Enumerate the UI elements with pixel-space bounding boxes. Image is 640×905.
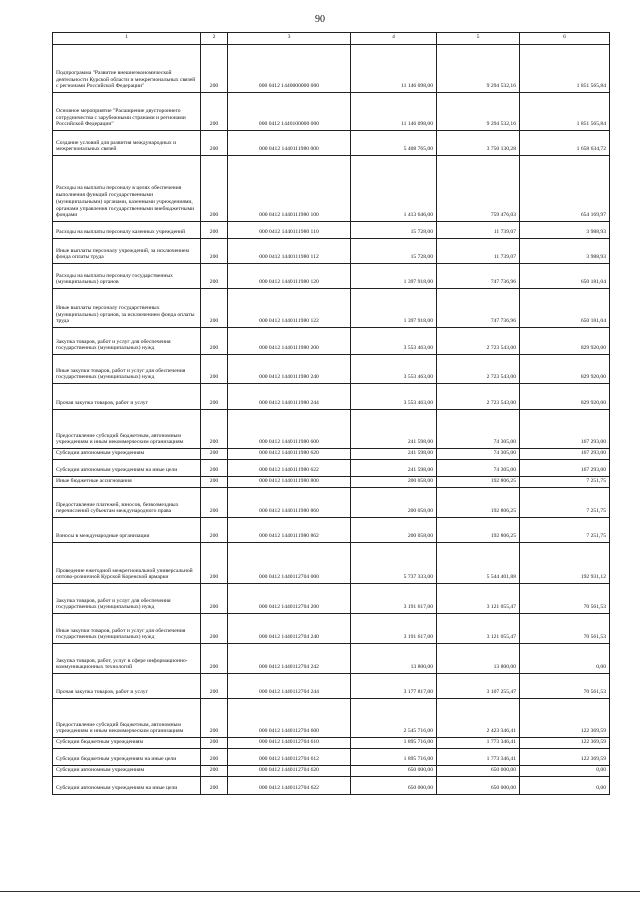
row-remaining-cell: 1 851 565,84 [520, 93, 610, 131]
row-approved-cell: 3 191 617,00 [351, 614, 437, 644]
row-name-cell: Предоставление субсидий бюджетным, автономным учреждениям и иным некоммерческим организациям [53, 410, 201, 449]
row-code-cell: 200 [201, 384, 228, 410]
row-approved-cell: 13 800,00 [351, 644, 437, 674]
table-row [53, 488, 610, 518]
row-kbk-cell: 000 0412 1440111980 000 [228, 131, 351, 156]
row-approved-cell: 2 545 716,00 [351, 699, 437, 738]
row-remaining-cell: 167 293,00 [520, 410, 610, 449]
row-name-cell: Закупка товаров, работ, услуг в сфере информационно-коммуникационных технологий [53, 644, 201, 674]
row-name-cell: Иные бюджетные ассигнования [53, 477, 201, 488]
row-remaining-cell: 1 658 634,72 [520, 131, 610, 156]
row-remaining-cell: 0,00 [520, 777, 610, 795]
table-row [53, 156, 610, 222]
row-kbk-cell: 000 0412 1440112704 200 [228, 584, 351, 614]
row-remaining-cell: 3 988,93 [520, 239, 610, 264]
budget-table [52, 32, 610, 795]
row-kbk-cell: 000 0412 1440100000 000 [228, 93, 351, 131]
row-executed-cell: 74 305,00 [437, 460, 520, 477]
row-name-cell: Расходы на выплаты персоналу казенных учреждений [53, 222, 201, 239]
table-row [53, 477, 610, 488]
row-code-cell: 200 [201, 518, 228, 543]
row-name-cell: Предоставление платежей, взносов, безвозмездных перечислений субъектам международного права [53, 488, 201, 518]
row-remaining-cell: 0,00 [520, 766, 610, 777]
table-row [53, 543, 610, 584]
column-header: 1 [53, 33, 201, 45]
row-code-cell: 200 [201, 93, 228, 131]
page-number: 90 [315, 14, 325, 25]
column-header: 5 [437, 33, 520, 45]
row-name-cell: Основное мероприятие "Расширение двустороннего сотрудничества с зарубежными странами и регионами Российской Федерации" [53, 93, 201, 131]
row-executed-cell: 74 305,00 [437, 449, 520, 460]
row-approved-cell: 5 737 333,00 [351, 543, 437, 584]
row-kbk-cell: 000 0412 1440111980 122 [228, 289, 351, 328]
row-executed-cell: 11 739,07 [437, 239, 520, 264]
row-code-cell: 200 [201, 477, 228, 488]
column-header: 4 [351, 33, 437, 45]
row-kbk-cell: 000 0412 1440111980 860 [228, 488, 351, 518]
row-kbk-cell: 000 0412 1440111980 800 [228, 477, 351, 488]
row-approved-cell: 3 553 463,00 [351, 384, 437, 410]
row-code-cell: 200 [201, 738, 228, 749]
table-row [53, 644, 610, 674]
row-code-cell: 200 [201, 131, 228, 156]
row-kbk-cell: 000 0412 1440112704 622 [228, 777, 351, 795]
table-row [53, 355, 610, 384]
row-kbk-cell: 000 0412 1440111980 100 [228, 156, 351, 222]
row-code-cell: 200 [201, 410, 228, 449]
row-name-cell: Субсидии автономным учреждениям на иные цели [53, 460, 201, 477]
table-row [53, 518, 610, 543]
row-code-cell: 200 [201, 488, 228, 518]
row-name-cell: Расходы на выплаты персоналу государственных (муниципальных) органов [53, 264, 201, 289]
table-row [53, 384, 610, 410]
row-executed-cell: 747 736,96 [437, 264, 520, 289]
row-executed-cell: 2 723 543,00 [437, 384, 520, 410]
row-kbk-cell: 000 0412 1440111980 240 [228, 355, 351, 384]
table-row [53, 749, 610, 766]
row-remaining-cell: 122 369,59 [520, 738, 610, 749]
row-executed-cell: 747 736,96 [437, 289, 520, 328]
row-executed-cell: 1 773 346,41 [437, 749, 520, 766]
row-code-cell: 200 [201, 156, 228, 222]
row-kbk-cell: 000 0412 1440112704 240 [228, 614, 351, 644]
row-kbk-cell: 000 0412 1440112704 000 [228, 543, 351, 584]
row-executed-cell: 2 423 346,41 [437, 699, 520, 738]
row-executed-cell: 3 121 055,47 [437, 614, 520, 644]
row-executed-cell: 3 750 130,28 [437, 131, 520, 156]
table-row [53, 410, 610, 449]
table-row [53, 460, 610, 477]
row-approved-cell: 15 728,00 [351, 222, 437, 239]
row-name-cell: Закупка товаров, работ и услуг для обеспечения государственных (муниципальных) нужд [53, 328, 201, 355]
row-executed-cell: 9 294 532,16 [437, 93, 520, 131]
table-row [53, 328, 610, 355]
row-kbk-cell: 000 0412 1440112704 600 [228, 699, 351, 738]
row-remaining-cell: 7 251,75 [520, 477, 610, 488]
row-name-cell: Иные закупки товаров, работ и услуг для обеспечения государственных (муниципальных) нужд [53, 355, 201, 384]
row-name-cell: Иные выплаты персоналу учреждений, за исключением фонда оплаты труда [53, 239, 201, 264]
table-row [53, 674, 610, 699]
row-kbk-cell: 000 0412 1440111980 110 [228, 222, 351, 239]
row-code-cell: 200 [201, 584, 228, 614]
row-code-cell: 200 [201, 239, 228, 264]
row-approved-cell: 3 553 463,00 [351, 355, 437, 384]
row-approved-cell: 1 397 918,00 [351, 264, 437, 289]
row-approved-cell: 1 895 716,00 [351, 749, 437, 766]
row-kbk-cell: 000 0412 1440112704 620 [228, 766, 351, 777]
table-row [53, 45, 610, 93]
row-approved-cell: 241 598,00 [351, 410, 437, 449]
row-remaining-cell: 167 293,00 [520, 449, 610, 460]
column-header: 2 [201, 33, 228, 45]
row-remaining-cell: 1 851 565,84 [520, 45, 610, 93]
table-row [53, 264, 610, 289]
row-executed-cell: 2 723 543,00 [437, 328, 520, 355]
row-approved-cell: 3 177 817,00 [351, 674, 437, 699]
row-executed-cell: 5 544 401,88 [437, 543, 520, 584]
row-remaining-cell: 122 369,59 [520, 699, 610, 738]
row-approved-cell: 650 000,00 [351, 777, 437, 795]
row-kbk-cell: 000 0412 1440112704 244 [228, 674, 351, 699]
row-name-cell: Прочая закупка товаров, работ и услуг [53, 674, 201, 699]
row-remaining-cell: 829 920,00 [520, 328, 610, 355]
row-approved-cell: 3 553 463,00 [351, 328, 437, 355]
row-approved-cell: 650 000,00 [351, 766, 437, 777]
row-executed-cell: 759 476,03 [437, 156, 520, 222]
row-name-cell: Закупка товаров, работ и услуг для обеспечения государственных (муниципальных) нужд [53, 584, 201, 614]
row-approved-cell: 11 146 098,00 [351, 45, 437, 93]
row-executed-cell: 2 723 543,00 [437, 355, 520, 384]
row-name-cell: Субсидии бюджетным учреждениям [53, 738, 201, 749]
row-remaining-cell: 829 920,00 [520, 384, 610, 410]
row-name-cell: Субсидии бюджетным учреждениям на иные цели [53, 749, 201, 766]
row-remaining-cell: 650 181,04 [520, 264, 610, 289]
row-executed-cell: 1 773 346,41 [437, 738, 520, 749]
row-kbk-cell: 000 0412 1440111980 120 [228, 264, 351, 289]
row-approved-cell: 1 397 918,00 [351, 289, 437, 328]
row-name-cell: Создание условий для развития международных и межрегиональных связей [53, 131, 201, 156]
table-row [53, 738, 610, 749]
row-remaining-cell: 7 251,75 [520, 518, 610, 543]
row-kbk-cell: 000 0412 1440111980 244 [228, 384, 351, 410]
table-row [53, 766, 610, 777]
table-row [53, 584, 610, 614]
table-row [53, 614, 610, 644]
row-approved-cell: 200 058,00 [351, 477, 437, 488]
row-executed-cell: 3 107 255,47 [437, 674, 520, 699]
row-approved-cell: 241 598,00 [351, 460, 437, 477]
row-approved-cell: 5 408 765,00 [351, 131, 437, 156]
row-code-cell: 200 [201, 699, 228, 738]
row-name-cell: Проведение ежегодной межрегиональной универсальной оптово-розничной Курской Коренской ярмарки [53, 543, 201, 584]
row-code-cell: 200 [201, 289, 228, 328]
row-remaining-cell: 650 181,04 [520, 289, 610, 328]
row-kbk-cell: 000 0412 1440112704 612 [228, 749, 351, 766]
table-row [53, 449, 610, 460]
table-row [53, 777, 610, 795]
row-remaining-cell: 654 169,97 [520, 156, 610, 222]
row-executed-cell: 650 000,00 [437, 766, 520, 777]
row-approved-cell: 200 058,00 [351, 488, 437, 518]
row-name-cell: Иные закупки товаров, работ и услуг для обеспечения государственных (муниципальных) нужд [53, 614, 201, 644]
column-header: 6 [520, 33, 610, 45]
row-code-cell: 200 [201, 777, 228, 795]
row-remaining-cell: 829 920,00 [520, 355, 610, 384]
row-code-cell: 200 [201, 45, 228, 93]
row-remaining-cell: 0,00 [520, 644, 610, 674]
row-approved-cell: 3 191 617,00 [351, 584, 437, 614]
row-approved-cell: 200 058,00 [351, 518, 437, 543]
row-executed-cell: 192 806,25 [437, 477, 520, 488]
column-header: 3 [228, 33, 351, 45]
row-kbk-cell: 000 0412 1440111980 620 [228, 449, 351, 460]
row-executed-cell: 9 294 532,16 [437, 45, 520, 93]
row-executed-cell: 11 739,07 [437, 222, 520, 239]
row-code-cell: 200 [201, 460, 228, 477]
row-kbk-cell: 000 0412 1440111980 200 [228, 328, 351, 355]
row-code-cell: 200 [201, 644, 228, 674]
row-name-cell: Расходы на выплаты персоналу в целях обеспечения выполнения функций государственными (муниципальными) органами, казенными учреждениями, органами управления государственными внебюджетными фондами [53, 156, 201, 222]
row-code-cell: 200 [201, 766, 228, 777]
row-remaining-cell: 122 369,59 [520, 749, 610, 766]
row-kbk-cell: 000 0412 1440111980 112 [228, 239, 351, 264]
row-kbk-cell: 000 0412 1440111980 600 [228, 410, 351, 449]
row-code-cell: 200 [201, 674, 228, 699]
row-name-cell: Субсидии автономным учреждениям [53, 449, 201, 460]
row-approved-cell: 1 413 646,00 [351, 156, 437, 222]
row-kbk-cell: 000 0412 1440111980 862 [228, 518, 351, 543]
row-approved-cell: 241 598,00 [351, 449, 437, 460]
row-code-cell: 200 [201, 449, 228, 460]
table-row [53, 93, 610, 131]
table-body [53, 45, 610, 795]
page-bottom-rule [0, 891, 640, 892]
row-remaining-cell: 167 293,00 [520, 460, 610, 477]
row-code-cell: 200 [201, 543, 228, 584]
row-name-cell: Подпрограмма "Развитие внешнеэкономической деятельности Курской области и межрегиональных связей с регионами Российской Федерации" [53, 45, 201, 93]
row-remaining-cell: 70 561,53 [520, 674, 610, 699]
row-name-cell: Субсидии автономным учреждениям на иные цели [53, 777, 201, 795]
row-executed-cell: 13 800,00 [437, 644, 520, 674]
table-row [53, 131, 610, 156]
row-executed-cell: 192 806,25 [437, 518, 520, 543]
row-remaining-cell: 70 561,53 [520, 614, 610, 644]
row-code-cell: 200 [201, 749, 228, 766]
row-name-cell: Субсидии автономным учреждениям [53, 766, 201, 777]
header-row [53, 33, 610, 45]
table-row [53, 222, 610, 239]
row-kbk-cell: 000 0412 1440000000 000 [228, 45, 351, 93]
row-remaining-cell: 70 561,53 [520, 584, 610, 614]
row-code-cell: 200 [201, 264, 228, 289]
table-row [53, 239, 610, 264]
row-code-cell: 200 [201, 355, 228, 384]
row-code-cell: 200 [201, 222, 228, 239]
table-row [53, 699, 610, 738]
row-code-cell: 200 [201, 614, 228, 644]
row-approved-cell: 15 728,00 [351, 239, 437, 264]
row-name-cell: Взносы в международные организации [53, 518, 201, 543]
row-kbk-cell: 000 0412 1440112704 242 [228, 644, 351, 674]
row-executed-cell: 3 121 055,47 [437, 584, 520, 614]
row-kbk-cell: 000 0412 1440111980 622 [228, 460, 351, 477]
row-kbk-cell: 000 0412 1440112704 610 [228, 738, 351, 749]
row-approved-cell: 11 146 098,00 [351, 93, 437, 131]
row-executed-cell: 74 305,00 [437, 410, 520, 449]
row-approved-cell: 1 895 716,00 [351, 738, 437, 749]
row-name-cell: Иные выплаты персоналу государственных (муниципальных) органов, за исключением фонда оплаты труда [53, 289, 201, 328]
row-remaining-cell: 7 251,75 [520, 488, 610, 518]
row-name-cell: Предоставление субсидий бюджетным, автономным учреждениям и иным некоммерческим организациям [53, 699, 201, 738]
row-name-cell: Прочая закупка товаров, работ и услуг [53, 384, 201, 410]
row-remaining-cell: 3 988,93 [520, 222, 610, 239]
row-code-cell: 200 [201, 328, 228, 355]
table-row [53, 289, 610, 328]
row-executed-cell: 650 000,00 [437, 777, 520, 795]
row-executed-cell: 192 806,25 [437, 488, 520, 518]
row-remaining-cell: 192 931,12 [520, 543, 610, 584]
